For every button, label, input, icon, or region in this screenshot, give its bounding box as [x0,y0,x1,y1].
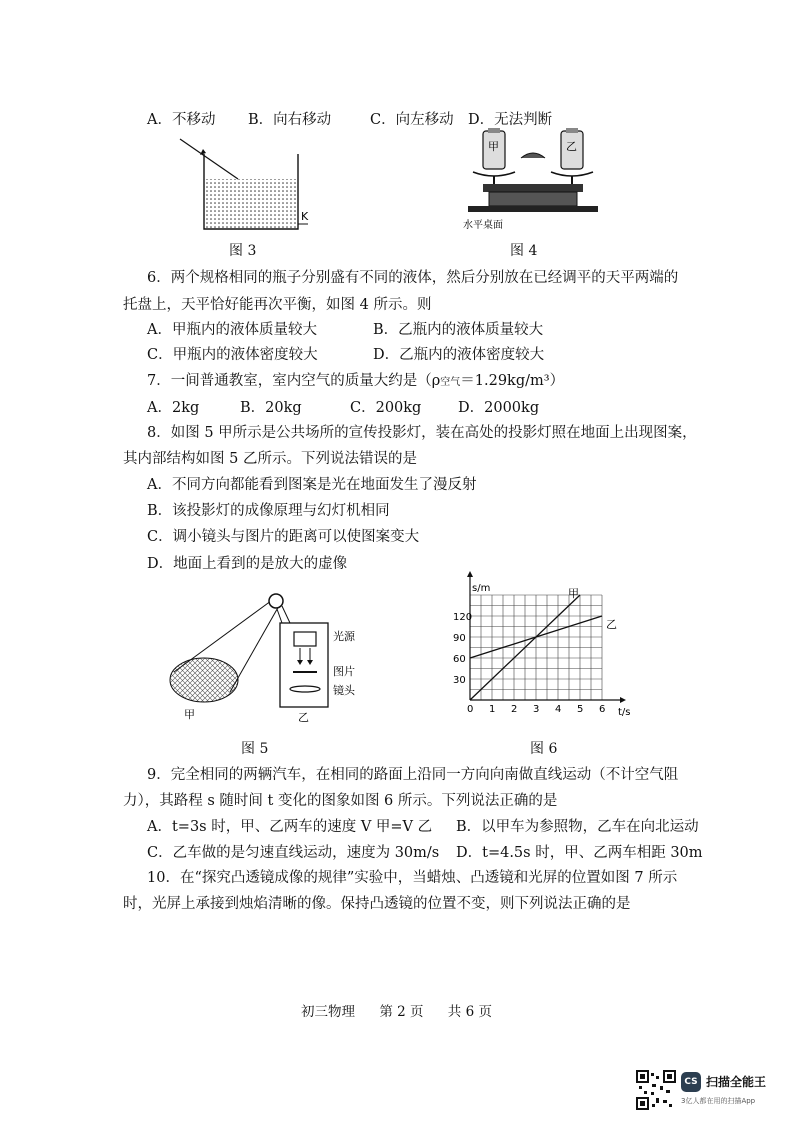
series-jia-label: 甲 [568,587,579,600]
x-tick-label: 0 [467,704,474,715]
q7-option-d: D．2000kg [458,400,540,416]
label-yi: 乙 [298,711,309,724]
q8-option-a: A．不同方向都能看到图案是光在地面发生了漫反射 [147,477,477,493]
q9-option-c: C．乙车做的是匀速直线运动，速度为 30m/s [147,845,440,861]
q6-option-d: D．乙瓶内的液体密度较大 [373,347,545,363]
q5-option-a: A．不移动 [147,112,216,128]
footer-total: 共 6 页 [447,1004,492,1020]
figure-4-balance-diagram [463,128,603,233]
label-picture: 图片 [333,665,355,678]
q5-option-d: D．无法判断 [468,112,553,128]
right-pan [551,172,593,176]
beam [483,184,583,192]
q6-option-b: B．乙瓶内的液体质量较大 [373,322,544,338]
y-axis-arrow [467,571,473,577]
label-lens: 镜头 [333,684,355,697]
figure-3-caption: 图 3 [229,243,257,259]
figure-5-projector-diagram [160,588,380,728]
table-top [468,206,598,212]
q8-option-d: D．地面上看到的是放大的虚像 [147,556,348,572]
projector-lamp [269,594,283,608]
bottle-yi-label: 乙 [566,140,577,153]
q7-stem: 7．一间普通教室，室内空气的质量大约是（ρ空气＝1.29kg/m³） [147,373,565,389]
y-tick-label: 30 [453,675,466,686]
light-cone-edge-lower [230,604,280,692]
label-k: K [301,210,309,223]
q6-stem-line1: 6．两个规格相同的瓶子分别盛有不同的液体，然后分别放在已经调平的天平两端的 [147,270,679,286]
q9-option-d: D．t=4.5s 时，甲、乙两车相距 30m [456,845,703,861]
q8-option-b: B．该投影灯的成像原理与幻灯机相同 [147,503,390,519]
x-axis-arrow [620,697,626,703]
light-cone-edge-upper [174,598,275,672]
pointer-head [521,153,545,158]
footer-subject: 初三物理 [301,1004,356,1020]
scanner-app-name: 扫描全能王 [706,1075,767,1089]
q10-stem-line1: 10．在“探究凸透镜成像的规律”实验中，当蜡烛、凸透镜和光屏的位置如图 7 所示 [147,870,678,886]
x-tick-label: 3 [533,704,540,715]
page-footer [0,1000,793,1020]
figure-3-container-diagram [170,134,320,234]
series-yi-label: 乙 [606,618,617,631]
q8-stem-line2: 其内部结构如图 5 乙所示。下列说法错误的是 [123,451,417,467]
q8-stem-line1: 8．如图 5 甲所示是公共场所的宣传投影灯，装在高处的投影灯照在地面上出现图案， [147,425,697,441]
q7-option-c: C．200kg [350,400,422,416]
scanner-tagline: 3亿人都在用的扫描App [681,1097,756,1105]
q5-option-c: C．向左移动 [370,112,454,128]
scanner-watermark [636,1068,786,1114]
y-tick-label: 120 [453,612,473,623]
x-tick-label: 2 [511,704,518,715]
x-tick-label: 6 [599,704,606,715]
light-ray [180,139,238,179]
x-tick-label: 4 [555,704,562,715]
x-tick-label: 5 [577,704,584,715]
label-light-source: 光源 [333,630,355,643]
light-source-block [294,632,316,646]
cs-badge-icon: CS [681,1072,701,1092]
q9-stem-line1: 9．完全相同的两辆汽车，在相同的路面上沿同一方向向南做直线运动（不计空气阻 [147,767,679,783]
q7-option-a: A．2kg [147,400,200,416]
base [489,192,577,206]
q6-option-a: A．甲瓶内的液体质量较大 [147,322,317,338]
y-tick-label: 60 [453,654,466,665]
table-label: 水平桌面 [463,220,503,231]
lens [290,686,320,692]
label-jia: 甲 [184,708,195,721]
left-pan [473,172,515,176]
qr-code-icon [636,1070,676,1110]
footer-page: 第 2 页 [379,1004,424,1020]
q6-stem-line2: 托盘上，天平恰好能再次平衡，如图 4 所示。则 [123,297,432,313]
floor-pattern [170,658,238,702]
q8-option-c: C．调小镜头与图片的距离可以使图案变大 [147,529,420,545]
q7-option-b: B．20kg [240,400,302,416]
bottle-jia-label: 甲 [488,140,499,153]
q10-stem-line2: 时，光屏上承接到烛焰清晰的像。保持凸透镜的位置不变，则下列说法正确的是 [123,896,631,912]
figure-5-caption: 图 5 [241,741,269,757]
q9-option-b: B．以甲车为参照物，乙车在向北运动 [456,819,699,835]
ray-arrow [200,149,206,155]
q6-option-c: C．甲瓶内的液体密度较大 [147,347,318,363]
x-axis-label: t/s [618,707,631,718]
q9-stem-line2: 力），其路程 s 随时间 t 变化的图象如图 6 所示。下列说法正确的是 [123,793,558,809]
y-tick-label: 90 [453,633,466,644]
q9-option-a: A．t=3s 时，甲、乙两车的速度 V 甲=V 乙 [147,819,433,835]
liquid [204,179,298,229]
chart-grid [470,595,602,700]
x-tick-label: 1 [489,704,496,715]
y-axis-label: s/m [472,583,491,594]
figure-6-st-chart [440,570,640,722]
q5-option-b: B．向右移动 [248,112,332,128]
figure-6-caption: 图 6 [530,741,558,757]
figure-4-caption: 图 4 [510,243,538,259]
